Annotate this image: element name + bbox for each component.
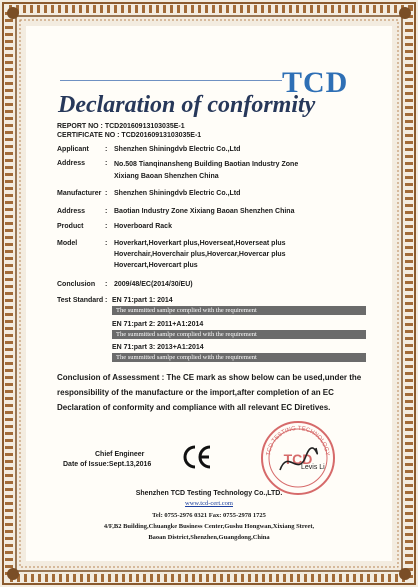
signer-name: Levis Li: [301, 464, 325, 471]
test-standard-label: Test Standard: [57, 297, 104, 304]
stamp-center-text: TCD: [283, 451, 313, 467]
standard-1-name: EN 71:part 1: 2014: [112, 297, 173, 304]
logo-underline: [60, 80, 282, 81]
address-line-2: Xixiang Baoan Shenzhen China: [114, 173, 219, 180]
date-of-issue: Date of Issue:Sept.13,2016: [63, 461, 152, 468]
conclusion-label: Conclusion: [57, 281, 96, 288]
colon: :: [105, 208, 108, 215]
footer-address-1: 4/F,B2 Building,Chuangke Business Center,Gushu Hongwan,Xixiang Street,: [103, 523, 315, 530]
model-line-2: Hoverchair,Hoverchair plus,Hovercar,Hovercar plus: [114, 251, 286, 258]
standard-2-name: EN 71:part 2: 2011+A1:2014: [112, 321, 204, 328]
company-stamp: [258, 418, 338, 498]
colon: :: [105, 281, 108, 288]
colon: :: [105, 240, 108, 247]
ce-mark-icon: [183, 444, 213, 470]
applicant-label: Applicant: [57, 146, 89, 153]
model-label: Model: [57, 240, 78, 247]
product-value: Hoverboard Rack: [114, 223, 172, 230]
assessment-label: Conclusion of Assessment: [57, 373, 160, 382]
address-label: Address: [57, 160, 86, 167]
chief-engineer-label: Chief Engineer: [95, 451, 145, 458]
footer-contact: Tel: 0755-2976 0321 Fax: 0755-2978 1725: [152, 512, 266, 519]
standard-3-note: The summitted samlpe complied with the requirement: [112, 353, 366, 362]
conclusion-value: 2009/48/EC(2014/30/EU): [114, 281, 193, 288]
manufacturer-value: Shenzhen Shiningdvb Electric Co.,Ltd: [114, 190, 241, 197]
colon: :: [105, 146, 108, 153]
footer-company: Shenzhen TCD Testing Technology Co.,LTD.: [135, 490, 283, 497]
standard-2-note: The summitted samlpe complied with the requirement: [112, 330, 366, 339]
colon: :: [105, 223, 108, 230]
report-number: REPORT NO : TCD20160913103035E-1: [57, 123, 185, 130]
address-line-1: No.508 Tianqinansheng Building Baotian Industry Zone: [114, 161, 299, 168]
tcd-logo: TCD: [282, 66, 349, 99]
page-title: Declaration of conformity: [58, 92, 316, 118]
footer-website-link[interactable]: www.tcd-cert.com: [185, 500, 233, 507]
colon: :: [105, 190, 108, 197]
assessment-text: : The CE mark as show below can be used,under the responsibility of the manufacture or the import,after completion of an EC Declaration of conformity and compliance with all relevant EC Diretives.: [57, 373, 362, 412]
footer-address-2: Baoan District,Shenzhen,Guangdong,China: [148, 534, 270, 541]
manufacturer-label: Manufacturer: [57, 190, 102, 197]
manufacturer-address-value: Baotian Industry Zone Xixiang Baoan Shenzhen China: [114, 208, 295, 215]
manufacturer-address-label: Address: [57, 208, 86, 215]
assessment-paragraph: [57, 370, 377, 415]
colon: :: [105, 160, 108, 167]
applicant-value: Shenzhen Shiningdvb Electric Co.,Ltd: [114, 146, 241, 153]
stamp-ring-text: TCD TESTING TECHNOLOGY: [266, 425, 330, 457]
colon: :: [105, 297, 108, 304]
product-label: Product: [57, 223, 84, 230]
model-line-1: Hoverkart,Hoverkart plus,Hoverseat,Hoverseat plus: [114, 240, 286, 247]
standard-3-name: EN 71:part 3: 2013+A1:2014: [112, 344, 204, 351]
standard-1-note: The summitted samlpe complied with the requirement: [112, 306, 366, 315]
model-line-3: Hovercart,Hovercart plus: [114, 262, 198, 269]
certificate-number: CERTIFICATE NO : TCD20160913103035E-1: [57, 132, 202, 139]
